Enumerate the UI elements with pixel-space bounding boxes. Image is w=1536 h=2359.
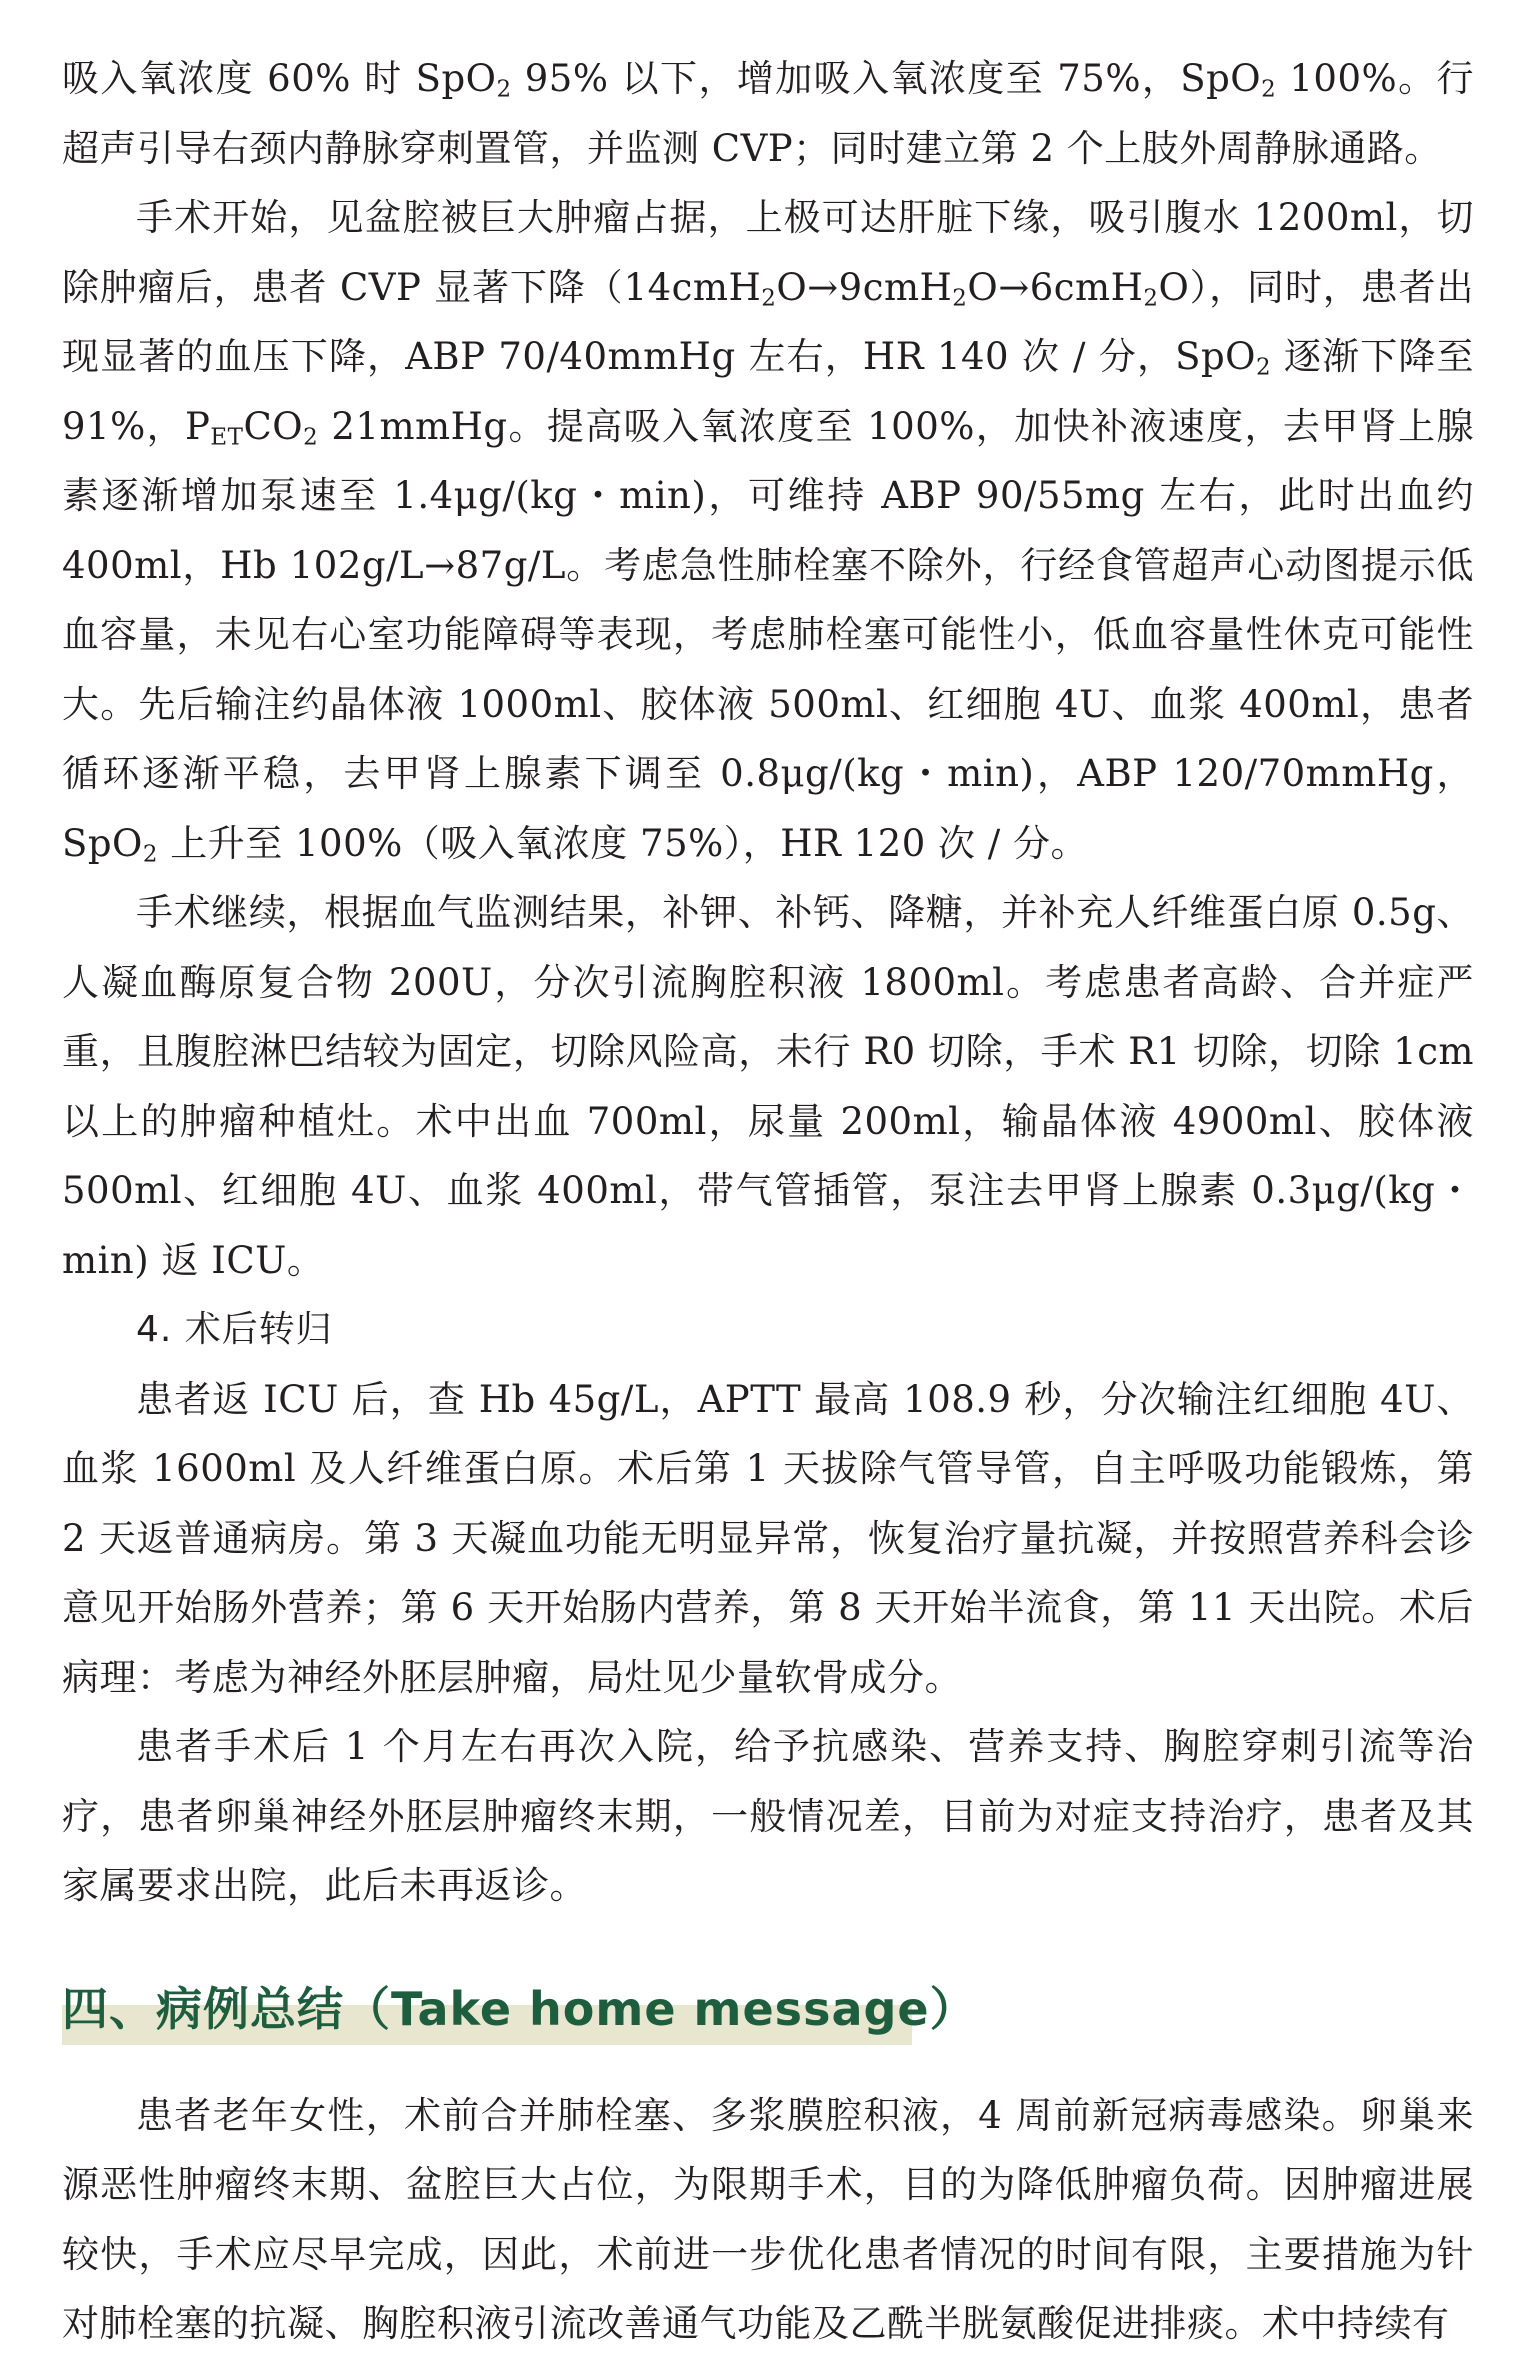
section-title: 四、病例总结（Take home message）	[62, 1981, 977, 2036]
paragraph-surgery-continue: 手术继续，根据血气监测结果，补钾、补钙、降糖，并补充人纤维蛋白原 0.5g、人凝血酶原复合物 200U，分次引流胸腔积液 1800ml。考虑患者高龄、合并症严重，且腹腔淋巴结较为固定，切除风险高，未行 R0 切除，手术 R1 切除，切除 1cm 以上的肿瘤种植灶。术中出血 700ml，尿量 200ml，输晶体液 4900ml、胶体液 500ml、红细胞 4U、血浆 400ml，带气管插管，泵注去甲肾上腺素 0.3μg/(kg・min) 返 ICU。	[62, 891, 1474, 1282]
paragraph-surgery-start: 手术开始，见盆腔被巨大肿瘤占据，上极可达肝脏下缘，吸引腹水 1200ml，切除肿瘤后，患者 CVP 显著下降（14cmH$_2$O→9cmH$_2$O→6cmH$_2$O），同时，患者出现显著的血压下降，ABP 70/40mmHg 左右，HR 140 次 / 分，SpO$_2$ 逐渐下降至 91%，$P_{ET}CO_2$ 21mmHg。提高吸入氧浓度至 100%，加快补液速度，去甲肾上腺素逐渐增加泵速至 1.4μg/(kg・min)，可维持 ABP 90/55mg 左右，此时出血约 400ml，Hb 102g/L→87g/L。考虑急性肺栓塞不除外，行经食管超声心动图提示低血容量，未见右心室功能障碍等表现，考虑肺栓塞可能性小，低血容量性休克可能性大。先后输注约晶体液 1000ml、胶体液 500ml、红细胞 4U、血浆 400ml，患者循环逐渐平稳，去甲肾上腺素下调至 0.8μg/(kg・min)，ABP 120/70mmHg，SpO$_2$ 上升至 100%（吸入氧浓度 75%），HR 120 次 / 分。	[62, 196, 1475, 868]
document-page	[62, 44, 1474, 2359]
section-header	[62, 1971, 1474, 2047]
paragraph-oxygen-continuation: 吸入氧浓度 60% 时 SpO$_2$ 95% 以下，增加吸入氧浓度至 75%，SpO$_2$ 100%。行超声引导右颈内静脉穿刺置管，并监测 CVP；同时建立第 2 个上肢外周静脉通路。	[62, 57, 1474, 170]
paragraph-summary: 患者老年女性，术前合并肺栓塞、多浆膜腔积液，4 周前新冠病毒感染。卵巢来源恶性肿瘤终末期、盆腔巨大占位，为限期手术，目的为降低肿瘤负荷。因肿瘤进展较快，手术应尽早完成，因此，术前进一步优化患者情况的时间有限，主要措施为针对肺栓塞的抗凝、胸腔积液引流改善通气功能及乙酰半胱氨酸促进排痰。术中持续有	[62, 2093, 1474, 2345]
paragraph-readmission: 患者手术后 1 个月左右再次入院，给予抗感染、营养支持、胸腔穿刺引流等治疗，患者卵巢神经外胚层肿瘤终末期，一般情况差，目前为对症支持治疗，患者及其家属要求出院，此后未再返诊。	[62, 1725, 1474, 1907]
subheading-postoperative: 4. 术后转归	[136, 1309, 333, 1350]
paragraph-postoperative: 患者返 ICU 后，查 Hb 45g/L，APTT 最高 108.9 秒，分次输注红细胞 4U、血浆 1600ml 及人纤维蛋白原。术后第 1 天拔除气管导管，自主呼吸功能锻炼，第 2 天返普通病房。第 3 天凝血功能无明显异常，恢复治疗量抗凝，并按照营养科会诊意见开始肠外营养；第 6 天开始肠内营养，第 8 天开始半流食，第 11 天出院。术后病理：考虑为神经外胚层肿瘤，局灶见少量软骨成分。	[62, 1377, 1474, 1699]
